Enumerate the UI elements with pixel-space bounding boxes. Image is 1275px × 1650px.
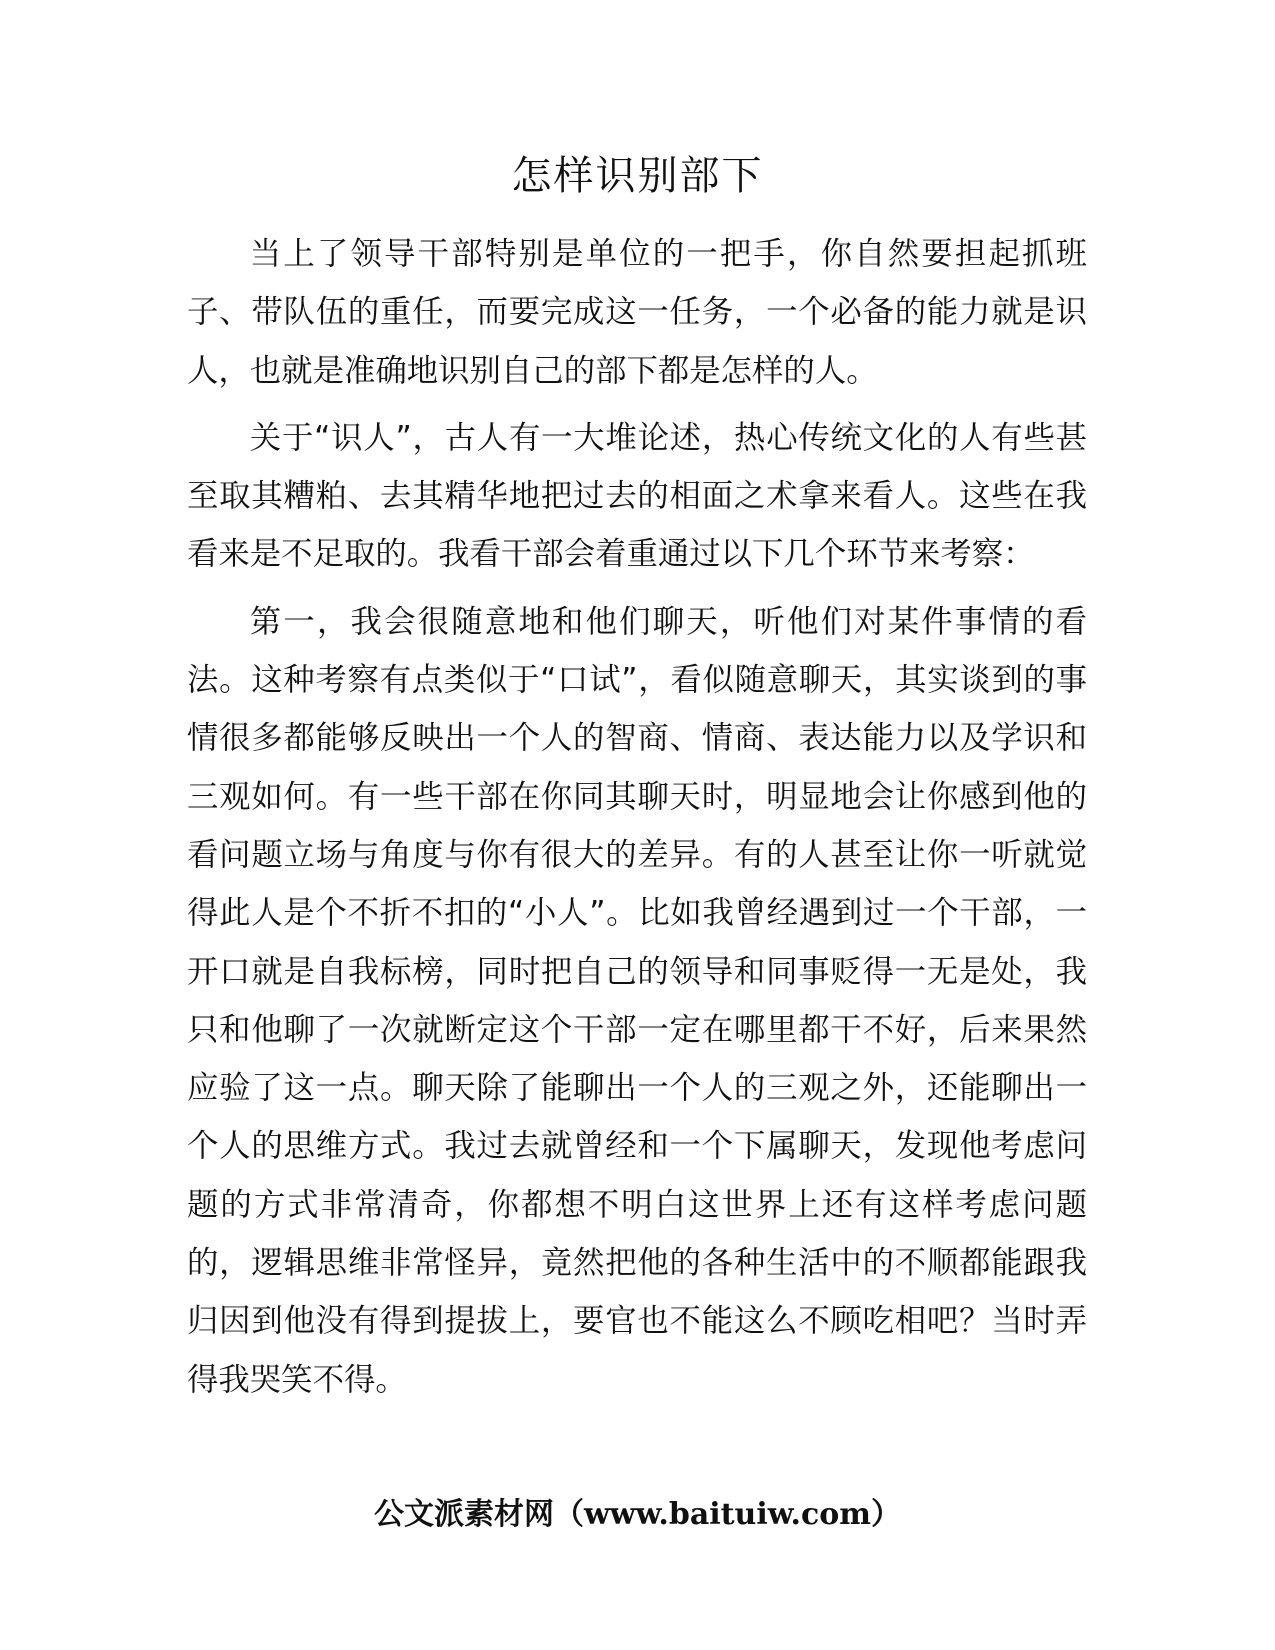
document-body — [187, 225, 1087, 1418]
paragraph-first-method: 第一，我会很随意地和他们聊天，听他们对某件事情的看法。这种考察有点类似于“口试”，看似随意聊天，其实谈到的事情很多都能够反映出一个人的智商、情商、表达能力以及学识和三观如何。有一些干部在你同其聊天时，明显地会让你感到他的看问题立场与角度与你有很大的差异。有的人甚至让你一听就觉得此人是个不折不扣的“小人”。比如我曾经遇到过一个干部，一开口就是自我标榜，同时把自己的领导和同事贬得一无是处，我只和他聊了一次就断定这个干部一定在哪里都干不好，后来果然应验了这一点。聊天除了能聊出一个人的三观之外，还能聊出一个人的思维方式。我过去就曾经和一个下属聊天，发现他考虑问题的方式非常清奇，你都想不明白这世界上还有这样考虑问题的，逻辑思维非常怪异，竟然把他的各种生活中的不顺都能跟我归因到他没有得到提拔上，要官也不能这么不顾吃相吧？当时弄得我哭笑不得。 — [187, 603, 1087, 1398]
footer-source: 公文派素材网（www.baituiw.com） — [373, 1497, 902, 1532]
paragraph-intro: 当上了领导干部特别是单位的一把手，你自然要担起抓班子、带队伍的重任，而要完成这一任务，一个必备的能力就是识人，也就是准确地识别自己的部下都是怎样的人。 — [187, 236, 1087, 389]
document-title: 怎样识别部下 — [511, 153, 764, 199]
paragraph-judging-people: 关于“识人”，古人有一大堆论述，热心传统文化的人有些甚至取其糟粕、去其精华地把过去的相面之术拿来看人。这些在我看来是不足取的。我看干部会着重通过以下几个环节来考察： — [187, 419, 1087, 573]
